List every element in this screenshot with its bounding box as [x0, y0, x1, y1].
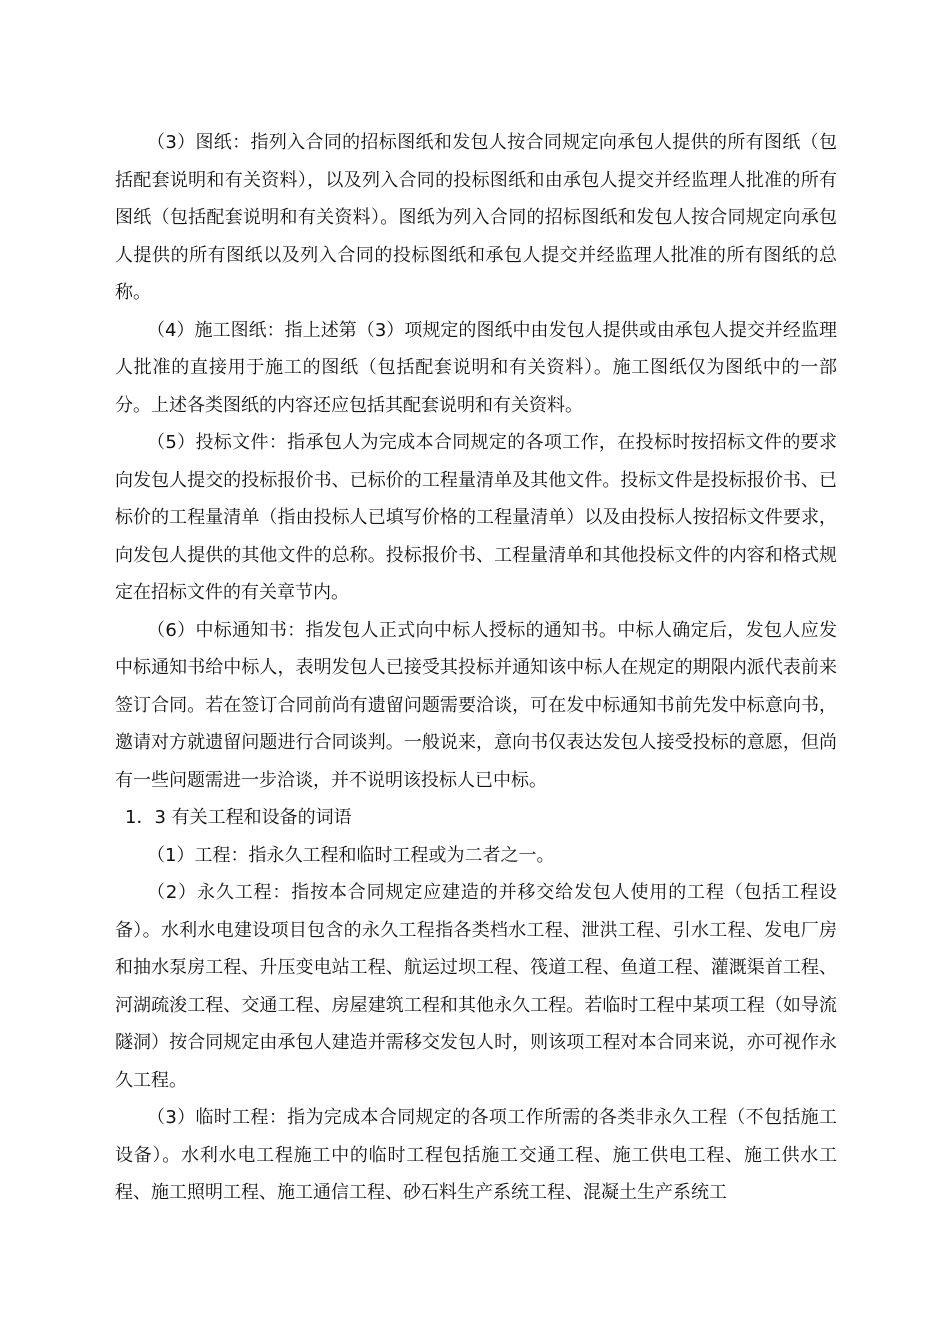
paragraph-works: （1）工程：指永久工程和临时工程或为二者之一。 — [147, 844, 555, 866]
paragraph-award-notice: （6）中标通知书：指发包人正式向中标人授标的通知书。中标人确定后，发包人应发中标通知书给中标人，表明发包人已接受其投标并通知该中标人在规定的期限内派代表前来签订合同。若在签订合同前尚有遗留问题需要洽谈，可在发中标通知书前先发中标意向书，邀请对方就遗留问题进行合同谈判。一般说来，意向书仅表达发包人接受投标的意愿，但尚有一些问题需进一步洽谈，并不说明该投标人已中标。 — [115, 619, 837, 791]
document-body — [115, 124, 837, 1212]
paragraph-permanent-works: （2）永久工程：指按本合同规定应建造的并移交给发包人使用的工程（包括工程设备）。水利水电建设项目包含的永久工程指各类档水工程、泄洪工程、引水工程、发电厂房和抽水泵房工程、升压变电站工程、航运过坝工程、筏道工程、鱼道工程、灌溉渠首工程、河湖疏浚工程、交通工程、房屋建筑工程和其他永久工程。若临时工程中某项工程（如导流隧洞）按合同规定由承包人建造并需移交发包人时，则该项工程对本合同来说，亦可视作永久工程。 — [115, 882, 837, 1091]
paragraph-temporary-works: （3）临时工程：指为完成本合同规定的各项工作所需的各类非永久工程（不包括施工设备）。水利水电工程施工中的临时工程包括施工交通工程、施工供电工程、施工供水工程、施工照明工程、施工通信工程、砂石料生产系统工程、混凝土生产系统工 — [115, 1107, 837, 1203]
section-heading: 1．3 有关工程和设备的词语 — [125, 807, 352, 828]
paragraph-construction-drawings: （4）施工图纸：指上述第（3）项规定的图纸中由发包人提供或由承包人提交并经监理人批准的直接用于施工的图纸（包括配套说明和有关资料）。施工图纸仅为图纸中的一部分。上述各类图纸的内容还应包括其配套说明和有关资料。 — [115, 319, 837, 416]
paragraph-bid-documents: （5）投标文件：指承包人为完成本合同规定的各项工作，在投标时按招标文件的要求向发包人提交的投标报价书、已标价的工程量清单及其他文件。投标文件是投标报价书、已标价的工程量清单（指由投标人已填写价格的工程量清单）以及由投标人按招标文件要求，向发包人提供的其他文件的总称。投标报价书、工程量清单和其他投标文件的内容和格式规定在招标文件的有关章节内。 — [115, 432, 837, 603]
paragraph-drawings: （3）图纸：指列入合同的招标图纸和发包人按合同规定向承包人提供的所有图纸（包括配套说明和有关资料），以及列入合同的投标图纸和由承包人提交并经监理人批准的所有图纸（包括配套说明和有关资料）。图纸为列入合同的招标图纸和发包人按合同规定向承包人提供的所有图纸以及列入合同的投标图纸和承包人提交并经监理人批准的所有图纸的总称。 — [115, 132, 837, 303]
